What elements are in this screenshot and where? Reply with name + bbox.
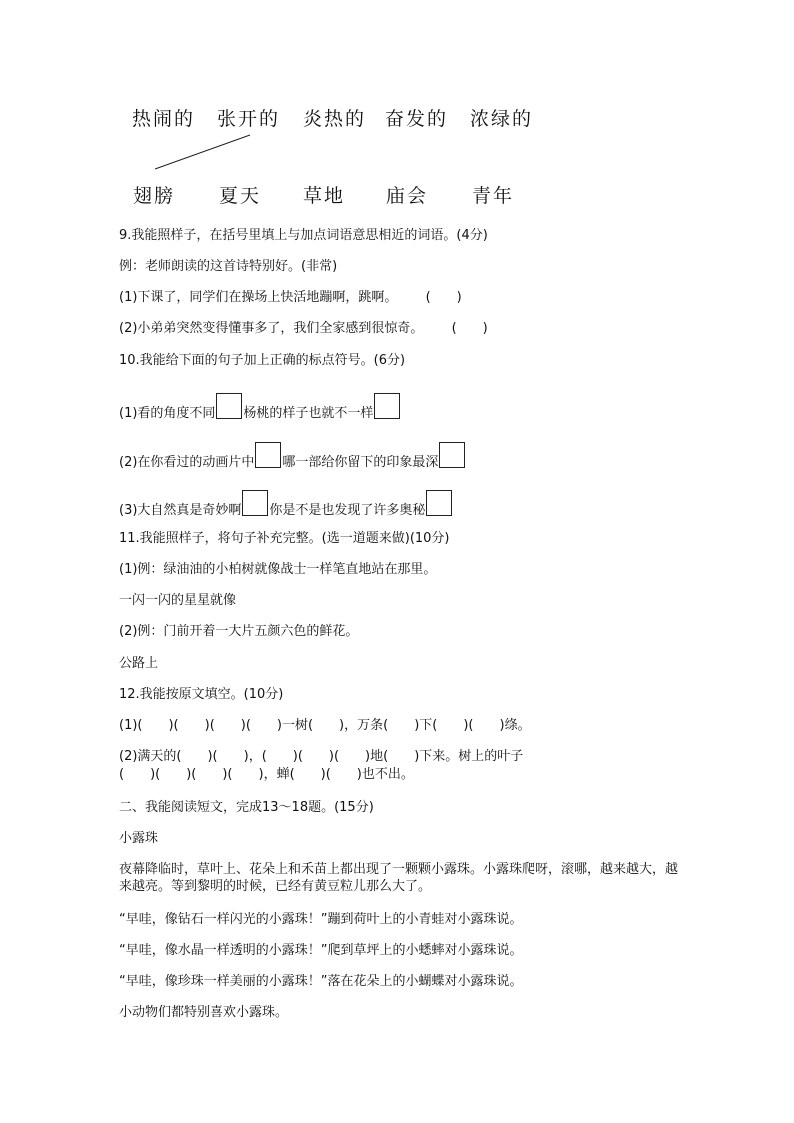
q9-item-2-blank[interactable]: ( ): [451, 321, 488, 336]
q12-line-2[interactable]: (2)满天的( )( )，( )( )( )地( )下来。树上的叶子: [119, 749, 524, 764]
q10-s3-part-b: 你是不是也发现了许多奥秘: [269, 503, 426, 518]
q10-sentence-3: [119, 490, 453, 519]
punctuation-box[interactable]: [255, 442, 281, 468]
punctuation-box[interactable]: [439, 442, 465, 468]
q9-item-2: [119, 321, 488, 337]
q10-s2-part-a: (2)在你看过的动画片中: [119, 455, 255, 470]
q9-item-1: [119, 290, 462, 306]
q11-prompt-1[interactable]: 一闪一闪的星星就像: [119, 593, 237, 608]
q9-item-1-blank[interactable]: ( ): [425, 290, 462, 305]
q9-title: 9.我能照样子，在括号里填上与加点词语意思相近的词语。(4分): [119, 228, 488, 243]
match-top-3: 炎热的: [303, 108, 367, 130]
story-paragraph-5: 小动物们都特别喜欢小露珠。: [119, 1005, 289, 1020]
q11-prompt-2[interactable]: 公路上: [119, 656, 159, 671]
q11-example-1: (1)例：绿油油的小柏树就像战士一样笔直地站在那里。: [119, 562, 437, 577]
match-top-4: 奋发的: [385, 108, 449, 130]
story-paragraph-1: 夜幕降临时，草叶上、花朵上和禾苗上都出现了一颗颗小露珠。小露珠爬呀，滚哪，越来越大，越来越亮。等到黎明的时候，已经有黄豆粒儿那么大了。: [119, 862, 679, 894]
q9-item-1-text: (1)下课了，同学们在操场上快活地蹦啊，跳啊。: [119, 290, 398, 305]
match-bottom-5: 青年: [472, 185, 515, 207]
story-paragraph-3: “早哇，像水晶一样透明的小露珠！”爬到草坪上的小蟋蟀对小露珠说。: [119, 943, 523, 958]
match-top-5: 浓绿的: [470, 108, 534, 130]
match-bottom-3: 草地: [303, 185, 346, 207]
match-bottom-2: 夏天: [219, 185, 262, 207]
punctuation-box[interactable]: [242, 490, 268, 516]
punctuation-box[interactable]: [374, 393, 400, 419]
match-top-2: 张开的: [217, 108, 281, 130]
section-2-title: 二、我能阅读短文，完成13～18题。(15分): [119, 800, 374, 815]
q9-example: 例：老师朗读的这首诗特别好。(非常): [119, 259, 338, 274]
q10-s3-part-a: (3)大自然真是奇妙啊: [119, 503, 242, 518]
q10-title: 10.我能给下面的句子加上正确的标点符号。(6分): [119, 353, 406, 368]
q12-title: 12.我能按原文填空。(10分): [119, 687, 284, 702]
q12-line-3[interactable]: ( )( )( )( )，蝉( )( )也不出。: [119, 767, 414, 782]
q9-item-2-text: (2)小弟弟突然变得懂事多了，我们全家感到很惊奇。: [119, 321, 424, 336]
q10-s1-part-a: (1)看的角度不同: [119, 406, 216, 421]
match-top-1: 热闹的: [132, 108, 196, 130]
story-paragraph-2: “早哇，像钻石一样闪光的小露珠！”蹦到荷叶上的小青蛙对小露珠说。: [119, 912, 523, 927]
match-bottom-1: 翅膀: [133, 185, 176, 207]
match-bottom-4: 庙会: [386, 185, 429, 207]
story-paragraph-4: “早哇，像珍珠一样美丽的小露珠！”落在花朵上的小蝴蝶对小露珠说。: [119, 974, 523, 989]
q10-s2-part-b: 哪一部给你留下的印象最深: [282, 455, 439, 470]
punctuation-box[interactable]: [426, 490, 452, 516]
q10-sentence-2: [119, 442, 466, 471]
q12-line-1[interactable]: (1)( )( )( )( )一树( )，万条( )下( )( )绦。: [119, 718, 531, 733]
punctuation-box[interactable]: [216, 393, 242, 419]
q11-example-2: (2)例：门前开着一大片五颜六色的鲜花。: [119, 624, 359, 639]
example-match-line: [155, 135, 250, 169]
q11-title: 11.我能照样子，将句子补充完整。(选一道题来做)(10分): [119, 531, 450, 546]
story-title: 小露珠: [119, 831, 159, 846]
q10-sentence-1: [119, 393, 401, 422]
q10-s1-part-b: 杨桃的样子也就不一样: [243, 406, 374, 421]
